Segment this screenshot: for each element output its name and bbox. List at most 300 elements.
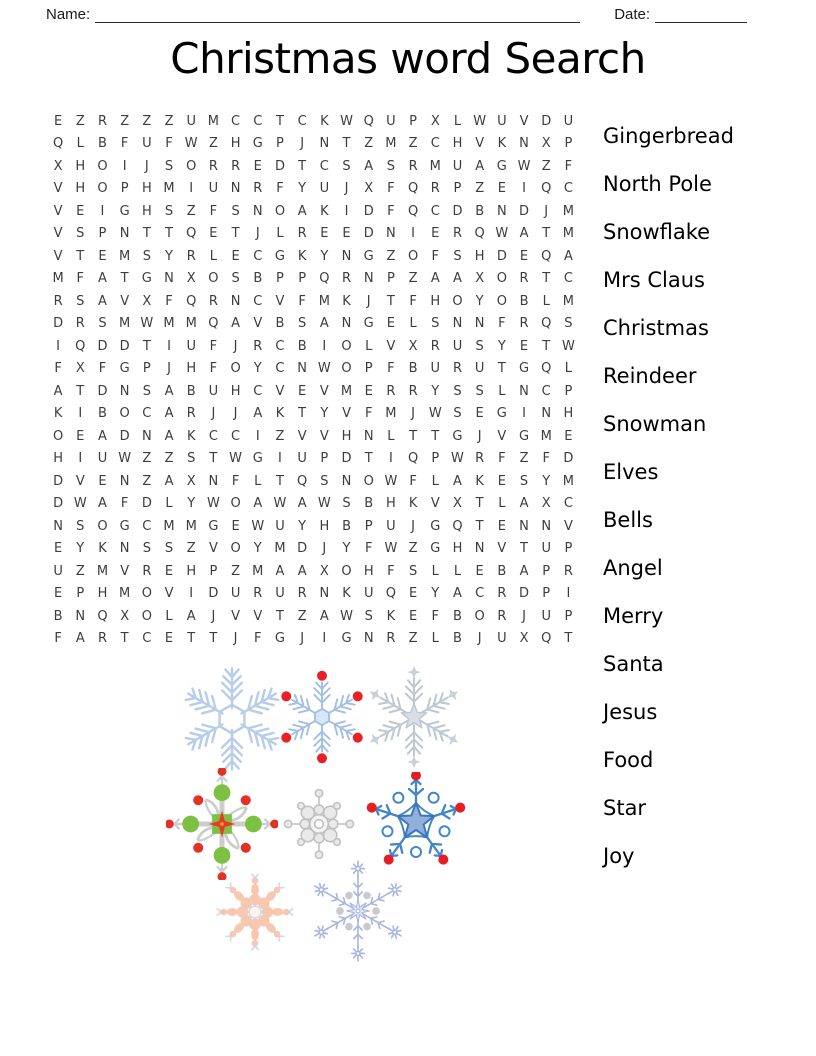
grid-cell: B [364,496,374,512]
grid-cell: E [475,563,484,579]
grid-cell: T [475,518,484,534]
grid-cell: M [318,293,330,309]
grid-cell: Q [52,136,64,152]
grid-cell: H [75,158,86,174]
grid-cell: Q [407,203,419,219]
snowflake-blue-star-center-icon [366,772,466,872]
grid-cell: S [564,316,573,332]
grid-cell: Z [142,473,152,489]
grid-cell: O [407,248,419,264]
grid-cell: A [53,383,63,399]
grid-cell: P [209,563,218,579]
grid-cell: P [564,541,573,557]
grid-cell: J [144,158,149,174]
grid-cell: V [430,496,440,512]
grid-cell: S [164,203,174,219]
grid-cell: J [477,631,482,647]
grid-cell: A [75,631,85,647]
grid-cell: H [230,136,241,152]
grid-cell: T [542,338,551,354]
grid-cell: P [320,451,329,467]
grid-cell: U [186,113,196,129]
grid-cell: E [408,586,418,602]
grid-cell: F [431,248,440,264]
grid-cell: G [496,158,507,174]
grid-cell: J [233,631,238,647]
grid-cell: R [142,563,152,579]
grid-cell: X [541,496,551,512]
grid-cell: R [208,158,218,174]
grid-cell: R [231,158,241,174]
grid-cell: M [562,203,575,219]
grid-cell: P [409,113,418,129]
grid-cell: G [208,518,219,534]
grid-cell: N [341,316,352,332]
grid-cell: E [475,406,484,422]
grid-cell: J [411,518,416,534]
grid-cell: D [363,203,374,219]
grid-cell: A [364,158,374,174]
grid-cell: X [75,361,85,377]
grid-cell: S [386,158,396,174]
grid-cell: K [186,428,196,444]
grid-cell: L [276,226,284,242]
grid-cell: O [341,563,352,579]
grid-cell: U [452,338,463,354]
grid-cell: F [209,338,218,354]
grid-row [47,313,580,336]
grid-cell: I [189,586,194,602]
grid-cell: H [452,541,463,557]
grid-cell: N [230,181,241,197]
grid-cell: K [53,406,63,422]
grid-cell: P [298,271,307,287]
grid-cell: T [564,631,573,647]
grid-cell: Q [97,608,108,624]
grid-cell: N [363,428,374,444]
grid-cell: Y [253,541,262,557]
grid-cell: Z [75,563,85,579]
grid-cell: S [453,406,462,422]
grid-cell: E [497,181,506,197]
grid-cell: N [452,316,463,332]
grid-cell: L [165,496,173,512]
grid-cell: E [98,473,107,489]
grid-cell: T [142,226,151,242]
grid-cell: Z [519,451,529,467]
grid-cell: V [208,541,218,557]
grid-cell: B [519,293,529,309]
grid-cell: B [275,316,285,332]
grid-cell: C [231,113,241,129]
grid-cell: M [96,563,109,579]
grid-cell: J [167,361,171,377]
grid-cell: F [387,361,395,377]
grid-cell: L [431,631,439,647]
grid-cell: S [431,316,440,332]
grid-cell: A [453,271,462,287]
grid-cell: C [475,586,485,602]
grid-cell: H [141,181,152,197]
grid-cell: A [98,293,107,309]
grid-cell: H [186,563,197,579]
grid-cell: A [253,496,263,512]
grid-cell: R [75,316,85,332]
grid-cell: J [477,428,482,444]
grid-cell: B [342,518,351,534]
grid-cell: L [165,608,173,624]
grid-cell: E [364,383,373,399]
grid-cell: D [452,203,463,219]
word-list-item: Joy [603,844,635,868]
grid-cell: B [475,203,485,219]
grid-cell: S [142,383,151,399]
grid-cell: G [274,248,285,264]
grid-cell: M [274,541,286,557]
grid-row [47,358,580,381]
grid-cell: L [453,563,462,579]
page-title: Christmas word Search [170,34,646,83]
grid-cell: T [298,406,307,422]
word-list-item: Food [603,748,654,772]
grid-cell: V [120,293,130,309]
grid-cell: B [98,136,107,152]
grid-cell: U [363,586,374,602]
grid-cell: V [342,406,351,422]
header-row [46,6,770,23]
grid-cell: M [562,473,575,489]
grid-cell: N [230,293,241,309]
grid-cell: N [119,473,130,489]
grid-cell: M [119,316,131,332]
grid-cell: K [297,248,307,264]
grid-cell: Z [186,203,196,219]
word-list-item: Reindeer [603,364,697,388]
grid-cell: Y [298,181,307,197]
grid-cell: A [164,473,174,489]
grid-cell: E [53,113,63,129]
grid-cell: X [142,293,152,309]
grid-cell: Z [231,563,241,579]
grid-cell: G [252,451,263,467]
grid-cell: S [364,608,373,624]
grid-cell: S [408,563,418,579]
grid-cell: O [141,586,152,602]
grid-cell: F [409,473,417,489]
grid-cell: L [365,338,373,354]
grid-cell: E [231,518,240,534]
grid-cell: I [522,181,526,197]
grid-cell: A [98,428,107,444]
grid-cell: D [341,451,352,467]
grid-cell: E [76,428,85,444]
grid-cell: N [519,518,529,534]
grid-cell: W [273,496,287,512]
grid-cell: Y [475,293,484,309]
grid-cell: F [431,608,440,624]
grid-cell: N [319,136,330,152]
grid-cell: W [251,518,265,534]
grid-cell: O [208,271,219,287]
grid-cell: U [563,113,574,129]
grid-cell: Z [164,451,174,467]
grid-cell: T [342,136,351,152]
grid-cell: R [563,563,573,579]
grid-cell: N [519,136,529,152]
grid-cell: G [341,631,352,647]
grid-cell: O [186,158,197,174]
word-list-item: Angel [603,556,663,580]
grid-cell: Q [186,293,197,309]
grid-cell: H [386,496,396,512]
name-label: Name: [46,6,91,23]
grid-cell: B [253,271,263,287]
grid-cell: Q [297,473,308,489]
grid-cell: S [76,518,85,534]
grid-cell: S [164,541,174,557]
grid-cell: R [53,293,63,309]
grid-cell: E [519,248,529,264]
grid-cell: U [275,586,285,602]
grid-cell: K [98,541,107,557]
grid-cell: I [522,406,526,422]
grid-cell: W [184,136,198,152]
grid-cell: C [541,383,551,399]
grid-cell: F [120,136,129,152]
grid-cell: L [254,473,262,489]
grid-cell: T [231,226,240,242]
grid-cell: O [97,518,108,534]
word-list [603,112,734,880]
grid-cell: R [186,248,196,264]
grid-cell: V [497,428,507,444]
grid-cell: T [187,631,196,647]
grid-cell: C [563,181,573,197]
grid-cell: Y [165,248,173,264]
grid-cell: T [275,113,284,129]
grid-cell: Z [142,113,152,129]
grid-cell: A [164,406,174,422]
word-list-item: Santa [603,652,664,676]
grid-cell: T [409,428,418,444]
grid-cell: H [430,293,441,309]
grid-cell: Q [319,271,330,287]
grid-cell: Q [186,226,197,242]
grid-cell: Z [75,113,85,129]
grid-cell: H [363,563,374,579]
grid-cell: F [387,563,395,579]
grid-cell: M [119,586,131,602]
grid-cell: A [519,226,529,242]
grid-cell: X [120,608,130,624]
grid-cell: U [319,181,330,197]
grid-cell: K [320,113,329,129]
grid-cell: O [97,181,108,197]
grid-cell: P [276,271,284,287]
grid-cell: A [275,563,285,579]
grid-row [47,538,580,561]
grid-cell: R [186,406,196,422]
grid-cell: I [388,451,393,467]
grid-cell: R [430,338,440,354]
grid-cell: V [253,316,263,332]
grid-cell: K [320,203,329,219]
grid-cell: F [298,293,306,309]
grid-cell: R [519,271,529,287]
grid-cell: D [97,383,108,399]
grid-cell: U [208,383,219,399]
grid-cell: W [73,496,87,512]
grid-cell: B [453,608,462,624]
grid-row [47,583,580,606]
grid-cell: Z [408,631,418,647]
grid-cell: L [387,428,395,444]
grid-cell: X [53,158,63,174]
grid-cell: A [475,158,485,174]
grid-cell: C [142,518,152,534]
grid-cell: F [165,136,173,152]
grid-cell: U [97,451,108,467]
grid-cell: X [364,181,374,197]
grid-cell: A [253,406,263,422]
grid-cell: P [364,518,373,534]
grid-cell: U [452,158,463,174]
grid-cell: D [519,203,530,219]
grid-cell: L [542,293,550,309]
grid-cell: Z [297,608,307,624]
grid-cell: S [342,496,351,512]
grid-cell: B [186,383,196,399]
word-list-item: Gingerbread [603,124,734,148]
grid-cell: R [386,383,396,399]
grid-cell: V [231,608,241,624]
grid-row [47,155,580,178]
grid-cell: E [386,316,396,332]
grid-cell: A [519,563,529,579]
grid-row [47,605,580,628]
grid-cell: B [98,406,107,422]
grid-cell: P [564,136,573,152]
grid-cell: A [186,608,196,624]
grid-cell: U [386,113,396,129]
grid-cell: G [119,203,130,219]
grid-cell: N [541,406,552,422]
grid-cell: C [563,496,573,512]
grid-cell: P [120,181,129,197]
grid-cell: Q [541,248,552,264]
grid-cell: F [364,541,373,557]
grid-cell: C [231,428,241,444]
grid-cell: G [119,361,130,377]
grid-cell: K [275,406,285,422]
snowflake-gray-stars-icon [363,666,465,768]
grid-cell: O [274,203,286,219]
grid-cell: H [230,383,241,399]
grid-cell: N [119,226,130,242]
snowflake-peach-molecule-icon [209,866,301,958]
grid-cell: E [209,226,218,242]
grid-cell: P [98,226,107,242]
grid-cell: J [522,608,526,624]
grid-cell: K [497,136,507,152]
grid-cell: F [564,158,573,174]
grid-cell: M [185,518,197,534]
grid-cell: W [340,608,353,624]
grid-cell: I [167,338,171,354]
grid-cell: V [497,541,507,557]
grid-cell: F [231,473,240,489]
grid-cell: N [363,631,374,647]
grid-cell: K [408,496,418,512]
grid-cell: U [186,338,196,354]
grid-cell: T [542,271,551,287]
grid-row [47,290,580,313]
grid-cell: Z [386,248,396,264]
grid-cell: P [364,361,373,377]
grid-cell: O [230,496,241,512]
grid-cell: F [98,361,107,377]
grid-cell: N [297,361,308,377]
grid-cell: R [97,631,107,647]
grid-cell: L [453,113,462,129]
grid-cell: H [141,203,152,219]
grid-cell: E [519,338,529,354]
grid-cell: Y [320,248,329,264]
grid-row [47,178,580,201]
grid-cell: B [453,631,462,647]
grid-cell: O [341,338,352,354]
grid-cell: Q [407,181,419,197]
grid-cell: Q [75,338,86,354]
grid-cell: S [76,226,85,242]
grid-cell: P [386,271,395,287]
grid-cell: A [563,248,573,264]
word-list-item: Jesus [603,700,658,724]
word-list-item: Snowflake [603,220,711,244]
grid-cell: W [340,113,353,129]
grid-cell: C [430,203,440,219]
grid-cell: L [498,496,506,512]
grid-cell: R [408,158,418,174]
word-list-item: Snowman [603,412,707,436]
grid-cell: X [408,338,418,354]
grid-cell: R [519,316,529,332]
grid-cell: R [253,338,263,354]
grid-cell: E [408,608,418,624]
grid-cell: M [252,563,264,579]
grid-cell: J [411,406,416,422]
grid-cell: Z [186,541,196,557]
grid-cell: R [497,586,507,602]
grid-cell: N [363,271,374,287]
grid-cell: G [363,316,374,332]
grid-cell: W [451,451,464,467]
word-list-item: North Pole [603,172,712,196]
grid-cell: O [230,361,241,377]
grid-cell: I [100,203,105,219]
grid-cell: Q [407,451,419,467]
grid-cell: T [165,226,173,242]
grid-cell: K [342,293,351,309]
grid-cell: X [319,563,329,579]
grid-cell: E [164,631,174,647]
grid-cell: V [519,113,529,129]
grid-cell: A [453,473,462,489]
grid-cell: D [97,338,108,354]
grid-cell: P [564,383,573,399]
grid-cell: E [564,428,573,444]
grid-row [47,110,580,133]
